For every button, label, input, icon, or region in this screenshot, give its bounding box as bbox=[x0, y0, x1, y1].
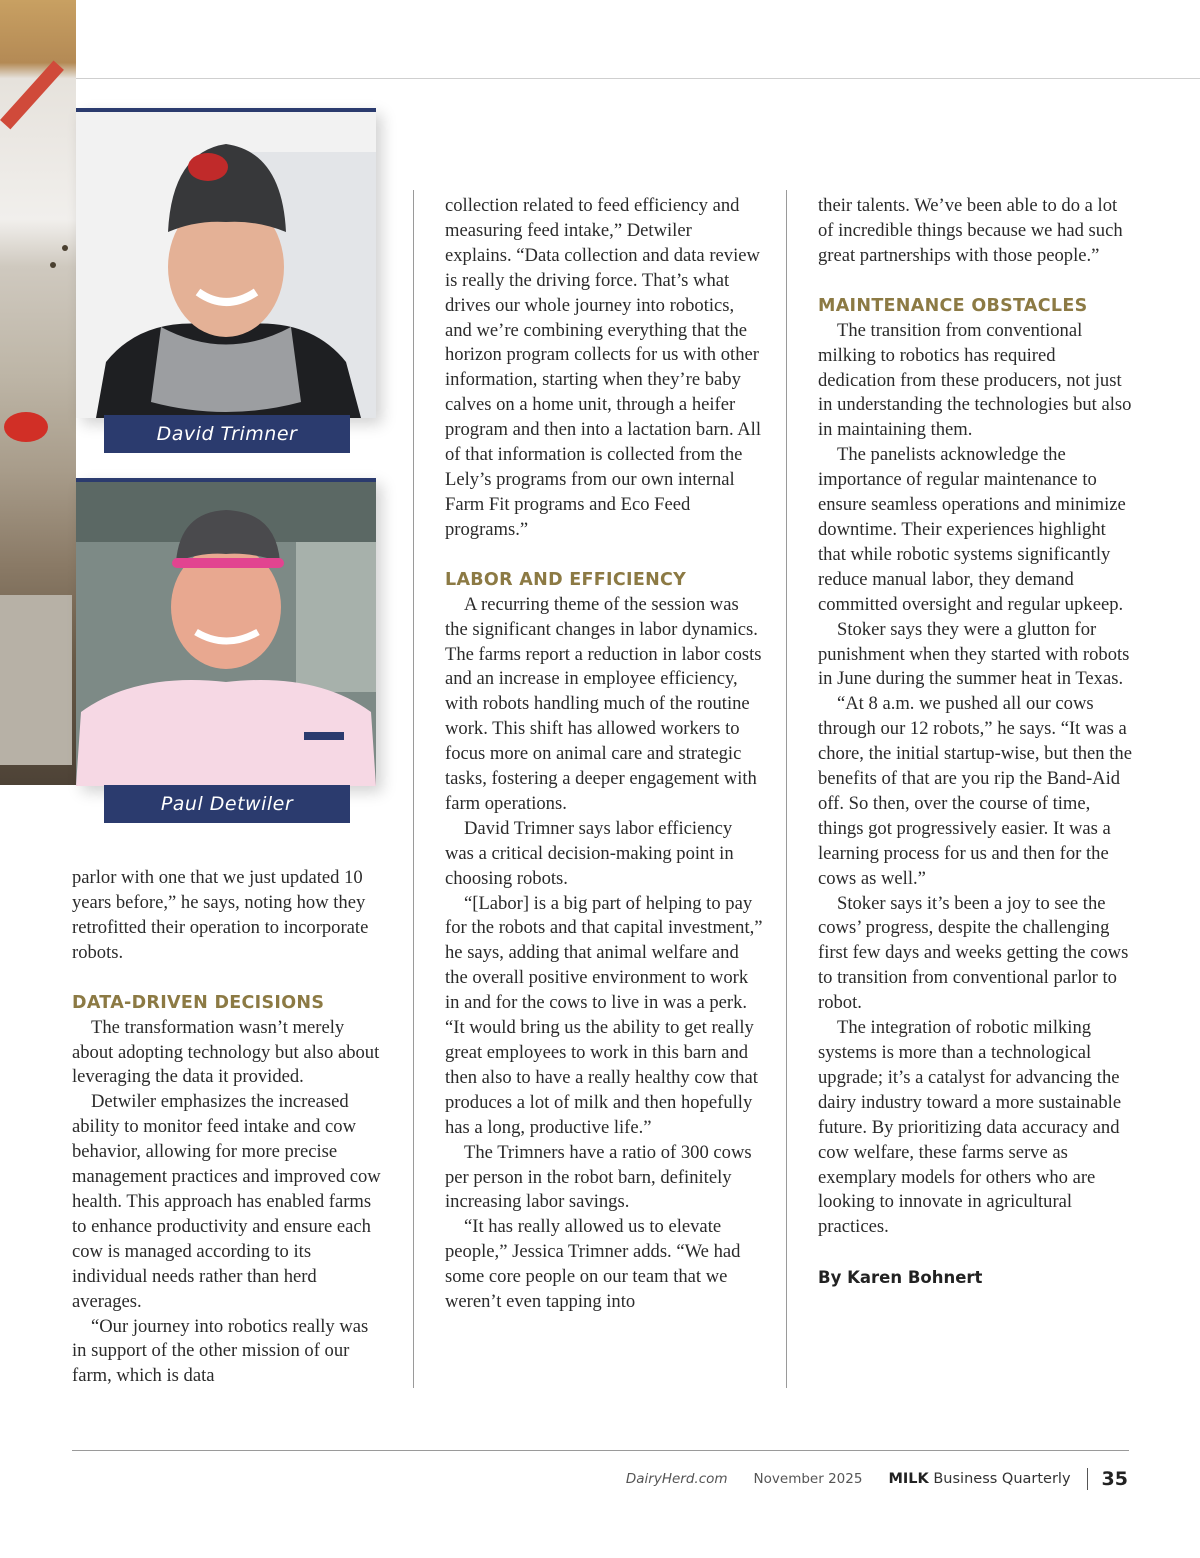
footer-site: DairyHerd.com bbox=[625, 1471, 728, 1487]
paragraph: The Trimners have a ratio of 300 cows per person in the robot barn, definitely increasing labor savings. bbox=[445, 1141, 752, 1213]
footer-separator bbox=[1087, 1468, 1088, 1490]
dot-shape bbox=[62, 245, 68, 251]
photo-caption: David Trimner bbox=[104, 415, 350, 453]
paragraph: collection related to feed efficiency and measuring feed intake,” Detwiler explains. “Data collection and data review is really the driving force. That’s what drives our whole journey into robotics, and we’re combining everything that the horizon program collects for us with other information, starting when they’re baby calves on a home unit, through a heifer program and then into a lactation barn. All of that information is collected from the Lely’s programs from our own internal Farm Fit programs and Eco Feed programs.” bbox=[445, 195, 762, 540]
red-bar-shape bbox=[0, 61, 64, 130]
paragraph: “[Labor] is a big part of helping to pay for the robots and that capital investment,” he says, adding that animal welfare and the overall positive environment to work in and for the cows to live in was a perk. “It would bring us the ability to get really great employees to work in this barn and then also to have a really healthy cow that produces a lot of milk and then hopefully has a long, productive life.” bbox=[445, 892, 763, 1138]
footer-rule bbox=[72, 1450, 1129, 1451]
paragraph: Stoker says it’s been a joy to see the cows’ progress, despite the challenging first few days and weeks getting the cows to transition from conventional parlor to robot. bbox=[818, 892, 1129, 1014]
paragraph: their talents. We’ve been able to do a lot of incredible things because we had such great partnerships with those people.” bbox=[818, 195, 1123, 266]
magazine-title-rest: Business Quarterly bbox=[928, 1471, 1071, 1487]
page-footer bbox=[626, 1468, 1128, 1490]
column-divider bbox=[786, 190, 787, 1388]
author-byline: By Karen Bohnert bbox=[818, 1268, 983, 1288]
photo-caption: Paul Detwiler bbox=[104, 785, 350, 823]
photo-paul-detwiler bbox=[76, 478, 376, 786]
paragraph: The integration of robotic milking systems is more than a technological upgrade; it’s a catalyst for advancing the dairy industry toward a more sustainable future. By prioritizing data accuracy and cow welfare, these farms serve as exemplary models for others who are looking to innovate in agricultural practices. bbox=[818, 1017, 1122, 1238]
footer-date: November 2025 bbox=[753, 1471, 863, 1487]
portrait-illustration bbox=[76, 482, 376, 786]
red-knob-shape bbox=[4, 412, 48, 442]
footer-magazine-title bbox=[888, 1471, 1070, 1487]
article-column-2 bbox=[445, 194, 763, 1315]
paragraph: “Our journey into robotics really was in support of the other mission of our farm, which is data bbox=[72, 1315, 369, 1387]
paragraph: Detwiler emphasizes the increased ability to monitor feed intake and cow behavior, allowing for more precise management practices and improved cow health. This approach has enabled farms to enhance productivity and ensure each cow is managed according to its individual needs rather than herd averages. bbox=[72, 1091, 381, 1312]
paragraph: David Trimner says labor efficiency was a critical decision-making point in choosing robots. bbox=[445, 817, 734, 889]
paragraph: “At 8 a.m. we pushed all our cows through our 12 robots,” he says. “It was a chore, the initial startup-wise, but then the benefits of that are you rip the Band-Aid off. So then, over the course of time, things got progressively easier. It was a learning process for us and then for the cows as well.” bbox=[818, 693, 1132, 889]
paragraph: The panelists acknowledge the importance of regular maintenance to ensure seamless operations and minimize downtime. Their experiences highlight that while robotic systems significantly reduce manual labor, they demand committed oversight and regular upkeep. bbox=[818, 444, 1126, 615]
section-heading: DATA-DRIVEN DECISIONS bbox=[72, 992, 325, 1013]
article-column-1 bbox=[72, 866, 386, 1389]
paragraph: Stoker says they were a glutton for punishment when they started with robots in June during the summer heat in Texas. bbox=[818, 618, 1130, 690]
magazine-title-bold: MILK bbox=[888, 1471, 929, 1487]
paragraph: The transformation wasn’t merely about adopting technology but also about leveraging the data it provided. bbox=[72, 1016, 380, 1088]
top-rule bbox=[76, 78, 1200, 79]
article-column-3 bbox=[818, 194, 1136, 1291]
paragraph: “It has really allowed us to elevate people,” Jessica Trimner adds. “We had some core people on our team that we weren’t even tapping into bbox=[445, 1216, 741, 1313]
portrait-illustration bbox=[76, 112, 376, 418]
background-photo-strip bbox=[0, 0, 76, 785]
paragraph: A recurring theme of the session was the significant changes in labor dynamics. The farms report a reduction in labor costs and an increase in employee efficiency, with robots handling much of the routine work. This shift has allowed workers to focus more on animal care and strategic tasks, fostering a deeper engagement with farm operations. bbox=[445, 593, 762, 814]
dot-shape bbox=[50, 262, 56, 268]
column-divider bbox=[413, 190, 414, 1388]
metal-plate-shape bbox=[0, 595, 72, 765]
paragraph: The transition from conventional milking to robotics has required dedication from these producers, not just in understanding the technologies but also in maintaining them. bbox=[818, 319, 1132, 441]
section-heading: MAINTENANCE OBSTACLES bbox=[818, 295, 1088, 316]
section-heading: LABOR AND EFFICIENCY bbox=[445, 569, 687, 590]
page-number: 35 bbox=[1101, 1468, 1128, 1490]
photo-david-trimner bbox=[76, 108, 376, 418]
paragraph: parlor with one that we just updated 10 years before,” he says, noting how they retrofitted their operation to incorporate robots. bbox=[72, 867, 369, 963]
